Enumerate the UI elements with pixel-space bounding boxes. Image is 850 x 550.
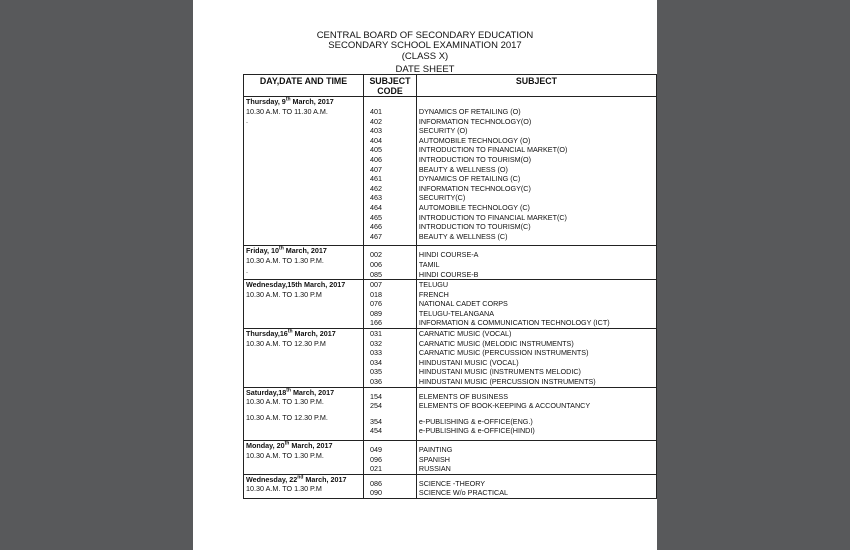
- subject-code: 402: [370, 116, 383, 126]
- subject-cell: [416, 441, 656, 475]
- header-day-date-time: DAY,DATE AND TIME: [244, 75, 364, 97]
- subject-name: INFORMATION TECHNOLOGY(C): [418, 183, 531, 193]
- subject-code-cell: [364, 329, 417, 388]
- subject-name: AUTOMOBILE TECHNOLOGY (O): [418, 135, 531, 145]
- day-date-time-cell: [244, 474, 364, 498]
- subject-code: 002: [370, 250, 383, 260]
- subject-name: SECURITY (O): [418, 126, 468, 136]
- exam-day: Wednesday,15th March, 2017: [246, 280, 346, 290]
- subject-code: 031: [370, 329, 383, 339]
- exam-day: Friday, 10th March, 2017: [246, 245, 327, 256]
- subject-cell: [416, 387, 656, 440]
- subject-code: 466: [370, 222, 383, 232]
- subject-code-cell: [364, 97, 417, 246]
- exam-time: 10.30 A.M. TO 11.30 A.M.: [246, 106, 328, 116]
- subject-name: AUTOMOBILE TECHNOLOGY (C): [418, 202, 530, 212]
- subject-code: 033: [370, 348, 383, 358]
- header-subject-code: SUBJECT CODE: [364, 75, 417, 97]
- exam-day: Saturday,18th March, 2017: [246, 387, 335, 397]
- exam-time: 10.30 A.M. TO 12.30 P.M.: [246, 412, 328, 422]
- subject-name: SECURITY(C): [418, 193, 466, 203]
- subject-code: 086: [370, 478, 383, 488]
- subject-name: INFORMATION TECHNOLOGY(O): [418, 116, 532, 126]
- table-row: [244, 474, 657, 498]
- subject-cell: [416, 97, 656, 246]
- subject-code-cell: [364, 280, 417, 329]
- subject-code-cell: [364, 474, 417, 498]
- subject-name: CARNATIC MUSIC (MELODIC INSTRUMENTS): [418, 338, 574, 348]
- subject-code: 085: [370, 269, 383, 279]
- subject-code: 006: [370, 259, 383, 269]
- subject-code: 404: [370, 135, 383, 145]
- subject-name: DYNAMICS OF RETAILING (O): [418, 107, 521, 116]
- table-row: [244, 387, 657, 440]
- day-date-time-cell: [244, 441, 364, 475]
- subject-code-cell: [364, 246, 417, 280]
- exam-time: 10.30 A.M. TO 1.30 P.M: [246, 289, 322, 299]
- subject-name: FRENCH: [418, 289, 449, 299]
- table-row: [244, 246, 657, 280]
- exam-day: Wednesday, 22nd March, 2017: [246, 474, 347, 484]
- subject-code: 254: [370, 401, 383, 411]
- subject-name: INTRODUCTION TO FINANCIAL MARKET(C): [418, 212, 567, 222]
- subject-name: SPANISH: [418, 454, 450, 464]
- subject-name: INTRODUCTION TO TOURISM(C): [418, 222, 531, 232]
- subject-code: 090: [370, 488, 383, 498]
- table-row: [244, 280, 657, 329]
- subject-name: BEAUTY & WELLNESS (O): [418, 164, 508, 174]
- subject-code: 463: [370, 193, 383, 203]
- subject-cell: [416, 329, 656, 388]
- subject-code: 076: [370, 299, 383, 309]
- subject-code: 405: [370, 145, 383, 155]
- subject-code: 032: [370, 338, 383, 348]
- subject-code: 154: [370, 391, 383, 401]
- exam-day: Thursday, 9th March, 2017: [246, 96, 334, 106]
- exam-time: 10.30 A.M. TO 1.30 P.M: [246, 484, 322, 494]
- table-header-row: [244, 75, 657, 97]
- subject-name: e-PUBLISHING & e-OFFICE(HINDI): [418, 426, 535, 436]
- day-date-time-cell: [244, 246, 364, 280]
- subject-code: 089: [370, 308, 383, 318]
- subject-name: PAINTING: [418, 445, 453, 454]
- subject-code: 034: [370, 357, 383, 367]
- subject-name: TAMIL: [418, 259, 440, 269]
- table-row: [244, 329, 657, 388]
- subject-code: 461: [370, 174, 383, 184]
- subject-code: 464: [370, 202, 383, 212]
- subject-name: HINDI COURSE-B: [418, 269, 479, 279]
- exam-time: 10.30 A.M. TO 1.30 P.M.: [246, 397, 324, 407]
- subject-code: 407: [370, 164, 383, 174]
- subject-name: e-PUBLISHING & e-OFFICE(ENG.): [418, 416, 533, 426]
- exam-time: 10.30 A.M. TO 1.30 P.M.: [246, 450, 324, 460]
- subject-cell: [416, 474, 656, 498]
- subject-name: TELUGU: [418, 280, 449, 290]
- subject-name: DYNAMICS OF RETAILING (C): [418, 174, 521, 184]
- date-sheet-label: DATE SHEET: [395, 64, 455, 75]
- subject-code: 403: [370, 126, 383, 136]
- subject-code: 035: [370, 367, 383, 377]
- subject-code: 401: [370, 107, 383, 116]
- exam-time: 10.30 A.M. TO 1.30 P.M.: [246, 255, 324, 265]
- subject-name: BEAUTY & WELLNESS (C): [418, 231, 508, 241]
- subject-name: HINDUSTANI MUSIC (INSTRUMENTS MELODIC): [418, 367, 581, 377]
- subject-name: HINDUSTANI MUSIC (PERCUSSION INSTRUMENTS): [418, 377, 596, 387]
- exam-time: 10.30 A.M. TO 12.30 P.M: [246, 338, 326, 348]
- exam-time: .: [246, 116, 248, 126]
- day-date-time-cell: [244, 97, 364, 246]
- subject-cell: [416, 280, 656, 329]
- board-title: CENTRAL BOARD OF SECONDARY EDUCATION: [316, 30, 534, 41]
- subject-code: 036: [370, 377, 383, 387]
- subject-code: 007: [370, 280, 383, 290]
- subject-code: 462: [370, 183, 383, 193]
- subject-cell: [416, 246, 656, 280]
- subject-name: TELUGU-TELANGANA: [418, 308, 495, 318]
- subject-name: INTRODUCTION TO TOURISM(O): [418, 154, 531, 164]
- day-date-time-cell: [244, 329, 364, 388]
- subject-code-cell: [364, 387, 417, 440]
- subject-name: SCIENCE -THEORY: [418, 478, 486, 488]
- subject-name: RUSSIAN: [418, 464, 451, 474]
- subject-name: HINDUSTANI MUSIC (VOCAL): [418, 357, 519, 367]
- exam-title: SECONDARY SCHOOL EXAMINATION 2017: [328, 40, 522, 51]
- subject-name: CARNATIC MUSIC (VOCAL): [418, 329, 512, 339]
- date-sheet-table: [243, 74, 657, 499]
- subject-name: ELEMENTS OF BUSINESS: [418, 391, 508, 401]
- exam-day: Monday, 20th March, 2017: [246, 440, 333, 450]
- subject-code: 406: [370, 154, 383, 164]
- exam-time: .: [246, 265, 248, 275]
- table-row: [244, 97, 657, 246]
- subject-code: 354: [370, 416, 383, 426]
- subject-name: ELEMENTS OF BOOK-KEEPING & ACCOUNTANCY: [418, 401, 591, 411]
- subject-code: 021: [370, 464, 383, 474]
- subject-code: 465: [370, 212, 383, 222]
- subject-code: 049: [370, 445, 383, 454]
- document-page: [193, 0, 657, 550]
- exam-day: Thursday,16th March, 2017: [246, 328, 336, 339]
- subject-name: INFORMATION & COMMUNICATION TECHNOLOGY (ICT): [418, 318, 610, 328]
- subject-name: NATIONAL CADET CORPS: [418, 299, 508, 309]
- subject-name: CARNATIC MUSIC (PERCUSSION INSTRUMENTS): [418, 348, 589, 358]
- subject-code: 018: [370, 289, 383, 299]
- subject-code: 454: [370, 426, 383, 436]
- day-date-time-cell: [244, 280, 364, 329]
- subject-code: 096: [370, 454, 383, 464]
- subject-name: HINDI COURSE-A: [418, 250, 479, 260]
- subject-code-cell: [364, 441, 417, 475]
- subject-code: 467: [370, 231, 383, 241]
- subject-name: SCIENCE W/o PRACTICAL: [418, 488, 508, 498]
- header-subject: SUBJECT: [416, 75, 656, 97]
- subject-name: INTRODUCTION TO FINANCIAL MARKET(O): [418, 145, 568, 155]
- table-row: [244, 441, 657, 475]
- subject-code: 166: [370, 318, 383, 328]
- day-date-time-cell: [244, 387, 364, 440]
- class-label: (CLASS X): [401, 51, 449, 62]
